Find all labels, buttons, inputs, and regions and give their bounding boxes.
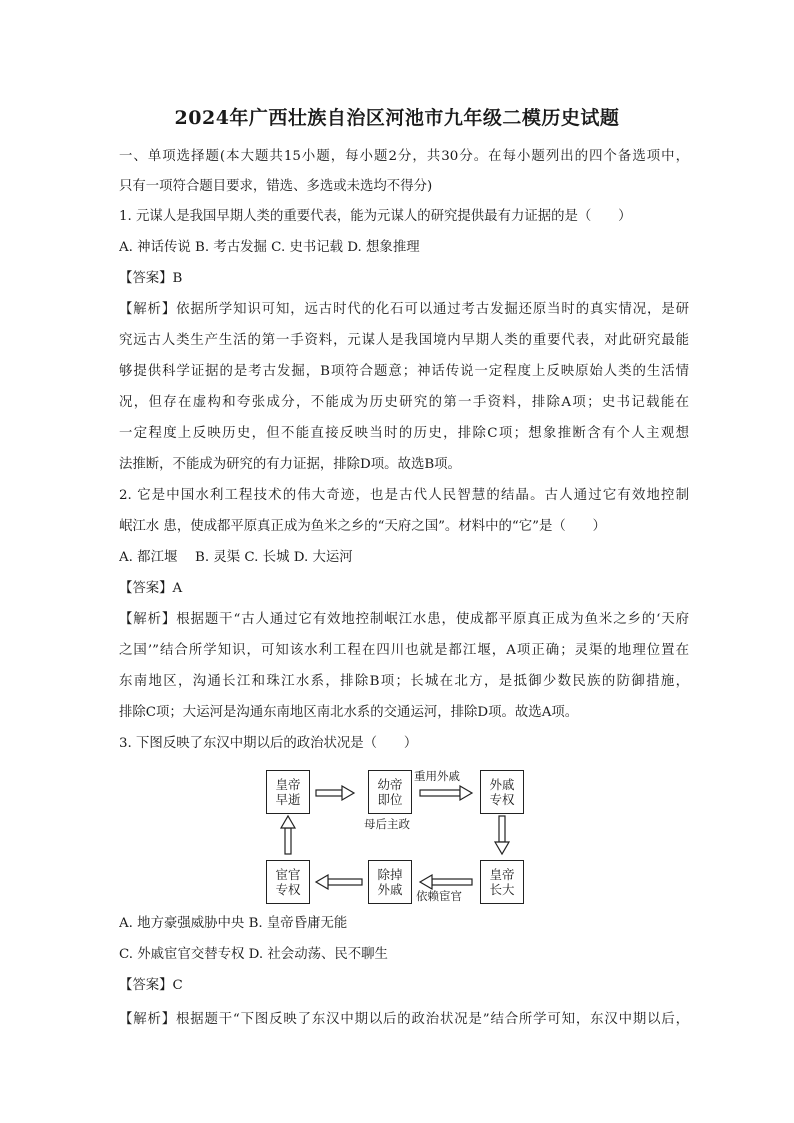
- q2-stem-line-2: 岷江水 患，使成都平原真正成为鱼米之乡的“天府之国”。材料中的“它”是（ ）: [119, 519, 606, 534]
- q3-flow-diagram: [260, 766, 530, 906]
- section-heading-line-1: 一、单项选择题(本大题共15小题，每小题2分，共30分。在每小题列出的四个备选项中，: [119, 149, 689, 164]
- q3-answer: 【答案】C: [119, 978, 183, 993]
- label-rely-on-eunuchs: 依赖宦官: [416, 889, 462, 903]
- q2-analysis-line-3: 东南地区，沟通长江和珠江水系，排除B项；长城在北方，是抵御少数民族的防御措施，: [119, 674, 689, 689]
- arrow-box3-to-box4: [495, 816, 509, 854]
- q1-answer: 【答案】B: [119, 271, 183, 286]
- q1-analysis-line-3: 够提供科学证据的是考古发掘，B项符合题意；神话传说一定程度上反映原始人类的生活情: [119, 364, 689, 379]
- arrow-box6-to-box1: [281, 816, 295, 854]
- label-rely-on-consort-clan: 重用外戚: [414, 769, 460, 783]
- box-emperor-grows-up: 皇帝 长大: [480, 860, 524, 904]
- q3-options-line-2: C. 外戚宦官交替专权 D. 社会动荡、民不聊生: [119, 947, 388, 962]
- q2-analysis-line-4: 排除C项；大运河是沟通东南地区南北水系的交通运河，排除D项。故选A项。: [119, 705, 579, 720]
- q2-options: A. 都江堰 B. 灵渠 C. 长城 D. 大运河: [119, 550, 353, 565]
- arrow-box1-to-box2: [316, 786, 354, 800]
- q1-analysis-line-1: 【解析】依据所学知识可知，远古时代的化石可以通过考古发掘还原当时的真实情况，是研: [119, 302, 689, 317]
- q1-analysis-line-4: 况，但存在虚构和夸张成分，不能成为历史研究的第一手资料，排除A项；史书记载能在: [119, 395, 689, 410]
- arrow-box2-to-box3: [420, 786, 472, 800]
- section-heading-line-2: 只有一项符合题目要求，错选、多选或未选均不得分): [119, 179, 433, 194]
- page-title: 2024年广西壮族自治区河池市九年级二模历史试题: [174, 107, 620, 129]
- q1-analysis-line-2: 究远古人类生产生活的第一手资料，元谋人是我国境内早期人类的重要代表，对此研究最能: [119, 333, 689, 348]
- box-young-emperor-ascends: 幼帝 即位: [368, 770, 412, 814]
- q1-stem: 1. 元谋人是我国早期人类的重要代表，能为元谋人的研究提供最有力证据的是（ ）: [119, 209, 632, 224]
- q1-analysis-line-5: 一定程度上反映历史，但不能直接反映当时的历史，排除C项；想象推断含有个人主观想: [119, 426, 689, 441]
- q1-analysis-line-6: 法推断，不能成为研究的有力证据，排除D项。故选B项。: [119, 457, 461, 472]
- arrow-box4-to-box5: [420, 875, 472, 889]
- q2-answer: 【答案】A: [119, 581, 183, 596]
- q3-analysis-line-1: 【解析】根据题干“下图反映了东汉中期以后的政治状况是”结合所学可知，东汉中期以后，: [119, 1012, 689, 1027]
- q2-analysis-line-1: 【解析】根据题干“古人通过它有效地控制岷江水患，使成都平原真正成为鱼米之乡的‘天府: [119, 612, 689, 627]
- q1-options: A. 神话传说 B. 考古发掘 C. 史书记载 D. 想象推理: [119, 240, 420, 255]
- q3-stem: 3. 下图反映了东汉中期以后的政治状况是（ ）: [119, 736, 418, 751]
- box-remove-consort-clan: 除掉 外戚: [368, 860, 412, 904]
- q2-stem-line-1: 2. 它是中国水利工程技术的伟大奇迹，也是古代人民智慧的结晶。古人通过它有效地控制: [119, 488, 689, 503]
- box-eunuch-power: 宦官 专权: [266, 860, 310, 904]
- q3-options-line-1: A. 地方豪强威胁中央 B. 皇帝昏庸无能: [119, 916, 348, 931]
- q2-analysis-line-2: 之国’”结合所学知识，可知该水利工程在四川也就是都江堰，A项正确；灵渠的地理位置在: [119, 643, 689, 658]
- box-consort-clan-power: 外戚 专权: [480, 770, 524, 814]
- label-empress-dowager-rules: 母后主政: [364, 817, 410, 831]
- arrow-box5-to-box6: [316, 875, 362, 889]
- box-emperor-early-death: 皇帝 早逝: [266, 770, 310, 814]
